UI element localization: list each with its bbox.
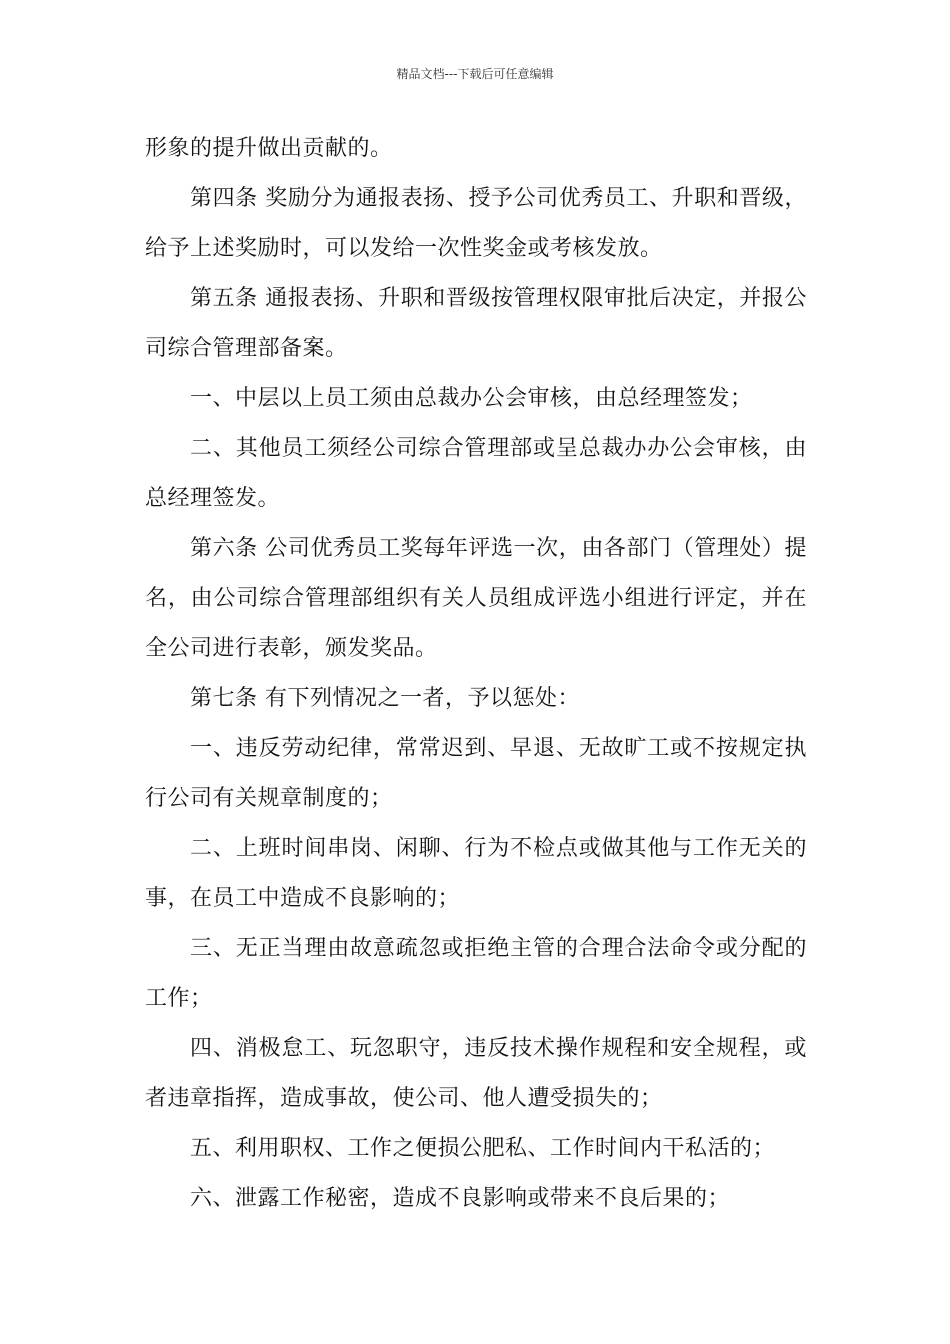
paragraph: 二、其他员工须经公司综合管理部或呈总裁办办公会审核，由总经理签发。 <box>145 436 807 511</box>
paragraph: 四、消极怠工、玩忽职守，违反技术操作规程和安全规程，或者违章指挥，造成事故，使公司、他人遭受损失的； <box>145 1036 807 1111</box>
paragraph: 五、利用职权、工作之便损公肥私、工作时间内干私活的； <box>190 1136 776 1161</box>
paragraph: 第五条 通报表扬、升职和晋级按管理权限审批后决定，并报公司综合管理部备案。 <box>145 286 807 361</box>
paragraph: 第四条 奖励分为通报表扬、授予公司优秀员工、升职和晋级，给予上述奖励时，可以发给一次性奖金或考核发放。 <box>145 186 807 261</box>
paragraph: 六、泄露工作秘密，造成不良影响或带来不良后果的； <box>190 1186 731 1211</box>
paragraph: 第六条 公司优秀员工奖每年评选一次，由各部门（管理处）提名，由公司综合管理部组织有关人员组成评选小组进行评定，并在全公司进行表彰，颁发奖品。 <box>145 536 807 661</box>
paragraph: 形象的提升做出贡献的。 <box>145 136 393 161</box>
paragraph: 一、中层以上员工须由总裁办公会审核，由总经理签发； <box>190 386 753 411</box>
paragraph: 二、上班时间串岗、闲聊、行为不检点或做其他与工作无关的事，在员工中造成不良影响的； <box>145 836 807 911</box>
page-header: 精品文档---下载后可任意编辑 <box>396 67 554 81</box>
paragraph: 一、违反劳动纪律，常常迟到、早退、无故旷工或不按规定执行公司有关规章制度的； <box>145 736 807 811</box>
paragraph: 三、无正当理由故意疏忽或拒绝主管的合理合法命令或分配的工作； <box>145 936 807 1011</box>
document-body <box>145 124 807 1224</box>
paragraph: 第七条 有下列情况之一者，予以惩处： <box>190 686 580 711</box>
